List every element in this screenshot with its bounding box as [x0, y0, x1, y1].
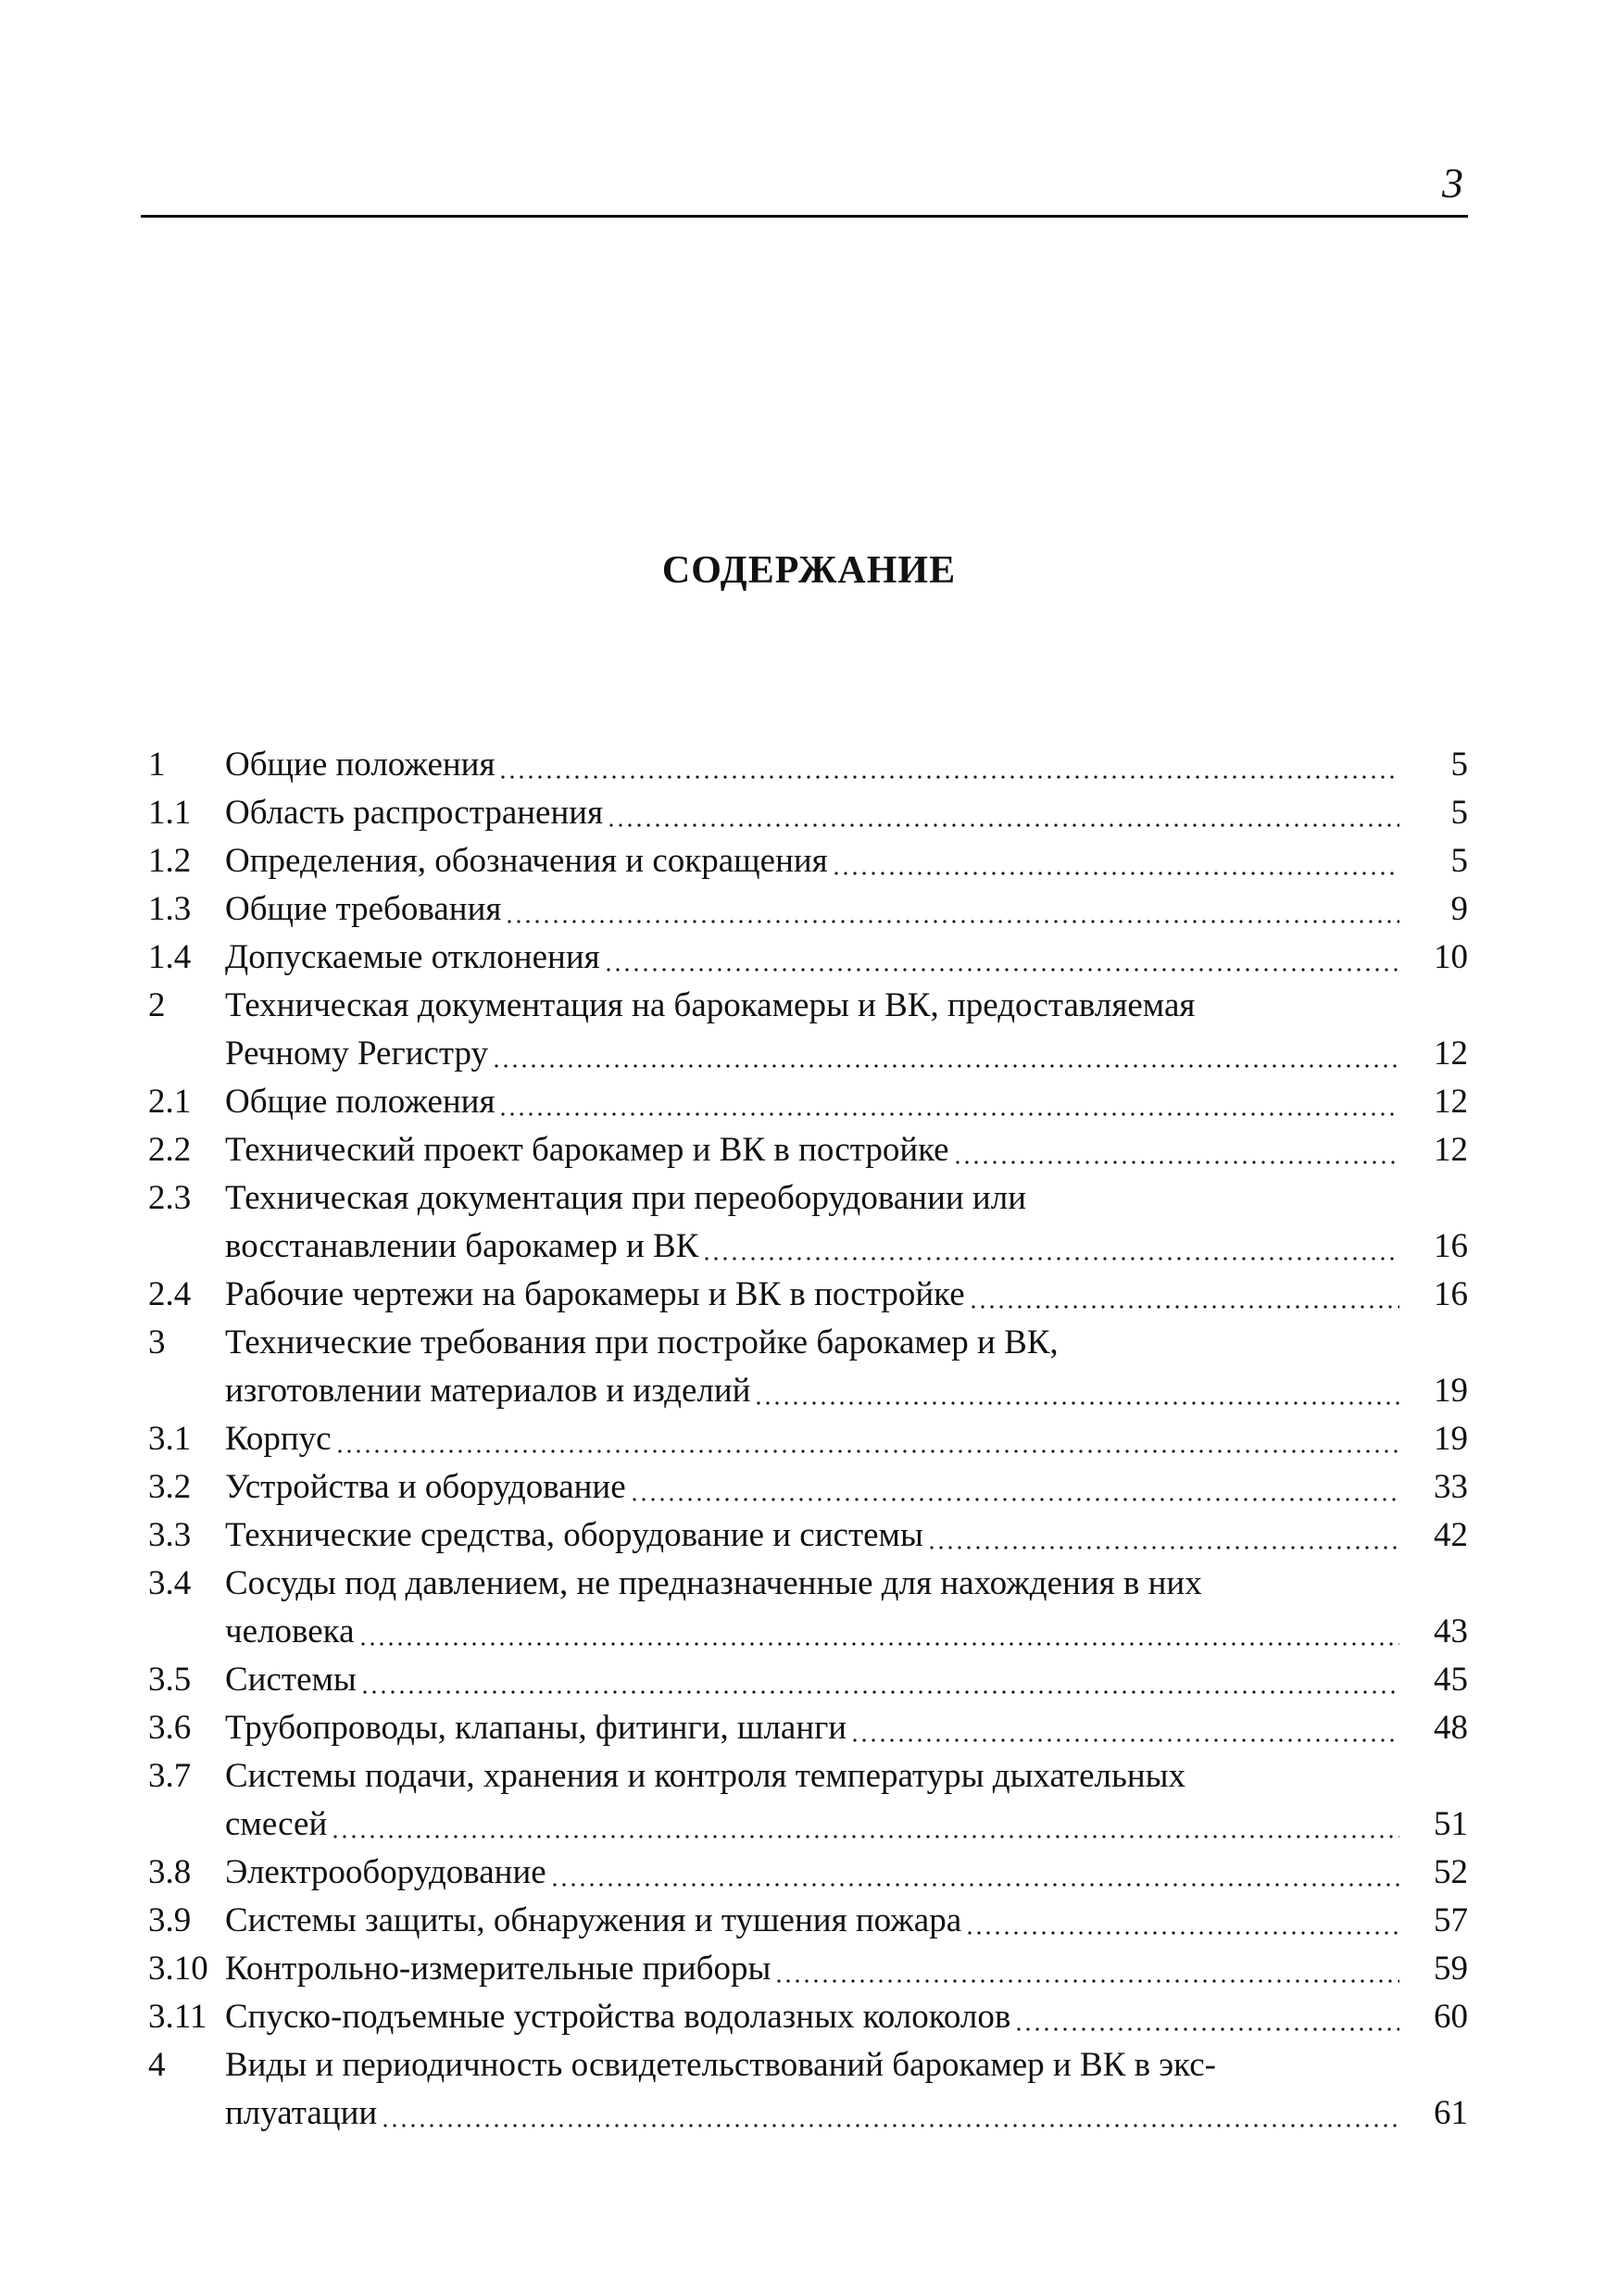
toc-entry-page: 59: [1434, 1950, 1468, 1988]
toc-entry-line-last: [225, 1030, 1468, 1078]
dot-leader: [498, 775, 1399, 779]
toc-entry-page: 19: [1434, 1372, 1468, 1410]
toc-entry-line-last: [225, 1463, 1468, 1512]
toc-entry-label: Виды и периодичность освидетельствований барокамер и ВК в экс-: [225, 2046, 1216, 2084]
dot-leader: [702, 1257, 1399, 1261]
toc-entry: [148, 1897, 1468, 1945]
toc-entry-page: 12: [1434, 1035, 1468, 1073]
toc-entry-number: 3.11: [148, 1998, 207, 2036]
toc-entry-number: 3: [148, 1324, 166, 1361]
toc-entry-line-last: [225, 789, 1468, 837]
toc-entry-line: [225, 1174, 1397, 1223]
toc-entry: [148, 741, 1468, 789]
toc-entry-line: [225, 1560, 1397, 1608]
toc-entry-label: Технический проект барокамер и ВК в постройке: [225, 1131, 949, 1169]
toc-entry-text: [225, 1945, 1468, 1993]
toc-entry-label: Речному Регистру: [225, 1035, 489, 1073]
toc-entry: [148, 982, 1468, 1078]
dot-leader: [630, 1498, 1399, 1501]
toc-entry: [148, 885, 1468, 934]
toc-entry-line-last: [225, 1704, 1468, 1752]
dot-leader: [604, 968, 1399, 972]
dot-leader: [832, 872, 1399, 875]
toc-entry-label: Электрооборудование: [225, 1853, 546, 1891]
toc-entry-page: 12: [1434, 1083, 1468, 1121]
toc-entry-page: 10: [1434, 938, 1468, 976]
dot-leader: [550, 1883, 1399, 1887]
toc-entry: [148, 1752, 1468, 1849]
toc-entry-page: 5: [1450, 746, 1468, 784]
toc-entry-page: 57: [1434, 1901, 1468, 1939]
toc-entry-number: 3.7: [148, 1757, 192, 1795]
toc-entry-line-last: [225, 2089, 1468, 2138]
toc-entry-page: 61: [1434, 2094, 1468, 2132]
toc-entry-text: [225, 1704, 1468, 1752]
toc-entry-line-last: [225, 1415, 1468, 1463]
toc-entry-text: [225, 1078, 1468, 1126]
toc-entry-label: Технические требования при постройке барокамер и ВК,: [225, 1324, 1059, 1361]
toc-entry-number: 3.1: [148, 1420, 192, 1458]
toc-entry-label: Корпус: [225, 1420, 332, 1458]
toc-entry-text: [225, 1897, 1468, 1945]
toc-entry-number: 1.2: [148, 842, 192, 880]
toc-entry: [148, 1126, 1468, 1174]
toc-entry: [148, 1319, 1468, 1415]
toc-entry-text: [225, 1271, 1468, 1319]
toc-entry-label: плуатации: [225, 2094, 378, 2132]
toc-entry-number: 3.4: [148, 1564, 192, 1602]
toc-entry-label: восстанавлении барокамер и ВК: [225, 1227, 699, 1265]
dot-leader: [754, 1401, 1399, 1405]
dot-leader: [505, 920, 1399, 923]
toc-entry: [148, 1512, 1468, 1560]
toc-entry-label: Системы защиты, обнаружения и тушения пожара: [225, 1901, 962, 1939]
toc-entry-label: изготовлении материалов и изделий: [225, 1372, 751, 1410]
toc-entry-text: [225, 982, 1468, 1078]
toc-entry-number: 3.5: [148, 1661, 192, 1699]
toc-entry-text: [225, 741, 1468, 789]
toc-entry-label: Определения, обозначения и сокращения: [225, 842, 828, 880]
toc-entry-label: Технические средства, оборудование и системы: [225, 1516, 923, 1554]
toc-entry-line-last: [225, 1223, 1468, 1271]
dot-leader: [774, 1979, 1399, 1983]
toc-entry-label: Техническая документация на барокамеры и ВК, предоставляемая: [225, 986, 1196, 1024]
toc-entry-text: [225, 1656, 1468, 1704]
toc-entry-number: 1.3: [148, 890, 192, 928]
toc-entry-line-last: [225, 1656, 1468, 1704]
toc-entry-text: [225, 1126, 1468, 1174]
toc-entry-label: Техническая документация при переоборудовании или: [225, 1179, 1027, 1217]
toc-entry-page: 5: [1450, 842, 1468, 880]
toc-entry-number: 2.1: [148, 1083, 192, 1121]
table-of-contents: [148, 741, 1468, 2138]
toc-entry-number: 2: [148, 986, 166, 1024]
toc-entry-line-last: [225, 934, 1468, 982]
toc-entry-text: [225, 1512, 1468, 1560]
toc-entry-number: 3.6: [148, 1709, 192, 1747]
toc-entry-label: Общие требования: [225, 890, 502, 928]
dot-leader: [331, 1835, 1399, 1838]
toc-entry-number: 1.4: [148, 938, 192, 976]
toc-entry-label: Контрольно-измерительные приборы: [225, 1950, 771, 1988]
toc-entry: [148, 1415, 1468, 1463]
toc-entry-line-last: [225, 1367, 1468, 1415]
toc-entry-page: 42: [1434, 1516, 1468, 1554]
toc-entry: [148, 1463, 1468, 1512]
toc-entry-text: [225, 934, 1468, 982]
dot-leader: [965, 1931, 1399, 1935]
header-rule: [141, 215, 1468, 218]
toc-entry-line-last: [225, 1849, 1468, 1897]
toc-entry-line: [225, 982, 1397, 1030]
toc-entry-line: [225, 1319, 1397, 1367]
toc-entry: [148, 1174, 1468, 1271]
toc-entry: [148, 1078, 1468, 1126]
toc-entry-label: человека: [225, 1612, 355, 1650]
toc-entry-number: 2.4: [148, 1275, 192, 1313]
toc-entry-number: 1.1: [148, 794, 192, 832]
toc-entry-label: смесей: [225, 1805, 328, 1843]
toc-entry-line-last: [225, 1608, 1468, 1656]
toc-entry-page: 43: [1434, 1612, 1468, 1650]
dot-leader: [953, 1161, 1399, 1164]
toc-entry-page: 5: [1450, 794, 1468, 832]
toc-entry-label: Системы: [225, 1661, 357, 1699]
toc-entry-text: [225, 1415, 1468, 1463]
dot-leader: [850, 1738, 1399, 1742]
toc-entry: [148, 1993, 1468, 2041]
toc-entry-text: [225, 1752, 1468, 1849]
toc-entry-label: Общие положения: [225, 746, 495, 784]
toc-entry-text: [225, 789, 1468, 837]
dot-leader: [969, 1305, 1399, 1309]
toc-entry-line-last: [225, 1993, 1468, 2041]
toc-entry-line: [225, 2041, 1397, 2089]
toc-entry-line-last: [225, 1271, 1468, 1319]
toc-entry-page: 19: [1434, 1420, 1468, 1458]
toc-entry-text: [225, 837, 1468, 885]
toc-entry: [148, 1704, 1468, 1752]
toc-entry: [148, 789, 1468, 837]
toc-entry: [148, 1849, 1468, 1897]
toc-entry-page: 52: [1434, 1853, 1468, 1891]
dot-leader: [1014, 2027, 1399, 2031]
toc-entry-line-last: [225, 741, 1468, 789]
toc-entry: [148, 1656, 1468, 1704]
toc-entry-label: Сосуды под давлением, не предназначенные для нахождения в них: [225, 1564, 1202, 1602]
toc-entry-page: 60: [1434, 1998, 1468, 2036]
toc-entry-text: [225, 2041, 1468, 2138]
dot-leader: [358, 1642, 1399, 1646]
dot-leader: [498, 1112, 1399, 1116]
toc-entry-line-last: [225, 1897, 1468, 1945]
toc-entry-line-last: [225, 1945, 1468, 1993]
toc-entry-label: Спуско-подъемные устройства водолазных колоколов: [225, 1998, 1011, 2036]
toc-entry: [148, 934, 1468, 982]
toc-entry-number: 3.10: [148, 1950, 208, 1988]
toc-entry-page: 16: [1434, 1227, 1468, 1265]
dot-leader: [607, 823, 1399, 827]
toc-entry: [148, 1271, 1468, 1319]
toc-entry-number: 2.3: [148, 1179, 192, 1217]
toc-entry-text: [225, 885, 1468, 934]
toc-entry-number: 4: [148, 2046, 166, 2084]
toc-entry-label: Рабочие чертежи на барокамеры и ВК в постройке: [225, 1275, 965, 1313]
toc-entry-page: 48: [1434, 1709, 1468, 1747]
toc-entry-page: 51: [1434, 1805, 1468, 1843]
toc-entry-text: [225, 1849, 1468, 1897]
toc-entry-line-last: [225, 1126, 1468, 1174]
toc-entry-number: 3.3: [148, 1516, 192, 1554]
toc-entry-page: 45: [1434, 1661, 1468, 1699]
toc-entry-text: [225, 1993, 1468, 2041]
dot-leader: [492, 1064, 1399, 1068]
toc-entry-page: 16: [1434, 1275, 1468, 1313]
toc-entry-number: 3.9: [148, 1901, 192, 1939]
toc-entry-line-last: [225, 1512, 1468, 1560]
toc-entry-page: 12: [1434, 1131, 1468, 1169]
dot-leader: [360, 1690, 1399, 1694]
toc-entry-label: Область распространения: [225, 794, 604, 832]
toc-entry-number: 3.2: [148, 1468, 192, 1506]
toc-entry-text: [225, 1463, 1468, 1512]
toc-entry-line: [225, 1752, 1397, 1800]
toc-entry-text: [225, 1319, 1468, 1415]
toc-entry: [148, 837, 1468, 885]
toc-entry: [148, 2041, 1468, 2138]
toc-entry-label: Допускаемые отклонения: [225, 938, 600, 976]
toc-entry-page: 9: [1450, 890, 1468, 928]
toc-entry-line-last: [225, 837, 1468, 885]
toc-entry-line-last: [225, 885, 1468, 934]
toc-entry-number: 1: [148, 746, 166, 784]
toc-entry-label: Общие положения: [225, 1083, 495, 1121]
toc-entry: [148, 1945, 1468, 1993]
toc-entry-page: 33: [1434, 1468, 1468, 1506]
toc-entry-text: [225, 1560, 1468, 1656]
toc-entry-line-last: [225, 1800, 1468, 1849]
dot-leader: [335, 1449, 1399, 1453]
dot-leader: [381, 2124, 1399, 2127]
toc-entry-number: 2.2: [148, 1131, 192, 1169]
toc-entry-label: Системы подачи, хранения и контроля температуры дыхательных: [225, 1757, 1185, 1795]
toc-entry-label: Устройства и оборудование: [225, 1468, 626, 1506]
toc-title: СОДЕРЖАНИЕ: [661, 549, 957, 592]
toc-entry-text: [225, 1174, 1468, 1271]
toc-entry: [148, 1560, 1468, 1656]
toc-entry-number: 3.8: [148, 1853, 192, 1891]
toc-entry-label: Трубопроводы, клапаны, фитинги, шланги: [225, 1709, 847, 1747]
page-number: 3: [1442, 159, 1463, 207]
toc-entry-line-last: [225, 1078, 1468, 1126]
dot-leader: [927, 1546, 1399, 1549]
